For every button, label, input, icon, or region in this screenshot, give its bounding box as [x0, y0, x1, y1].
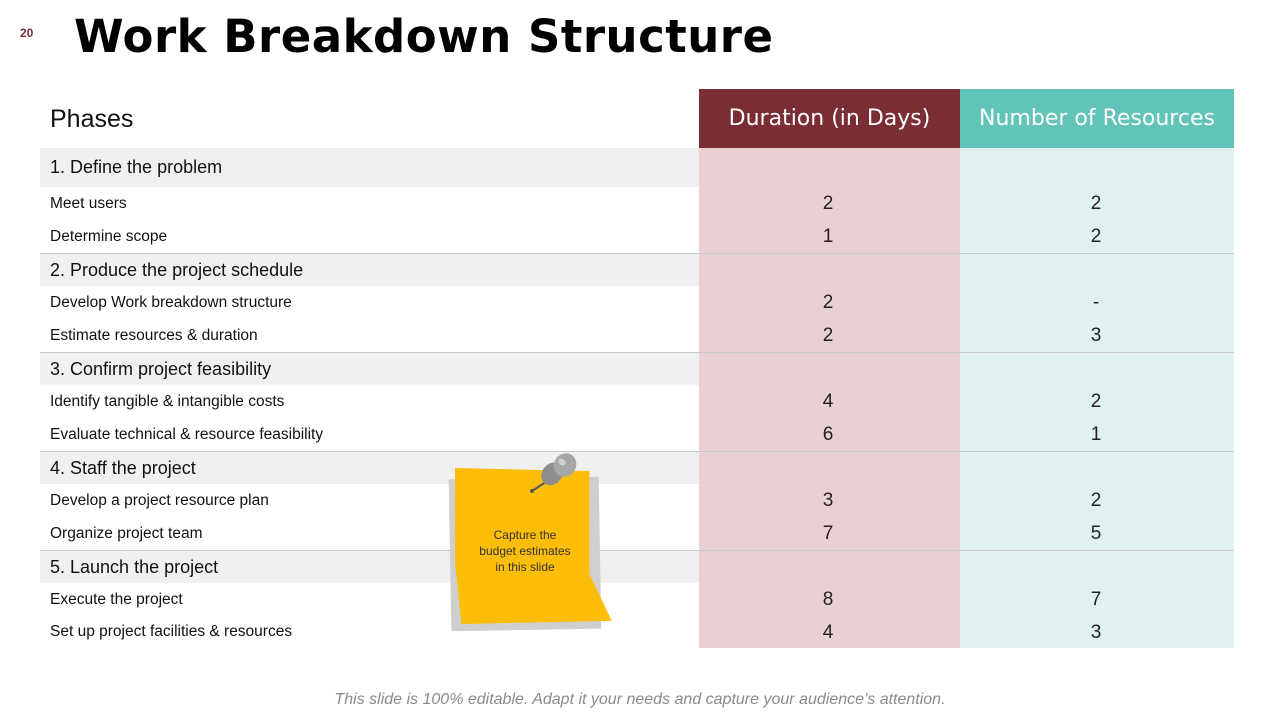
- task-label: Determine scope: [50, 228, 168, 245]
- sticky-note-line: Capture the: [493, 528, 557, 542]
- sticky-note-line: in this slide: [495, 560, 555, 574]
- task-label: Develop a project resource plan: [50, 492, 269, 509]
- duration-value: 4: [822, 622, 834, 643]
- phase-label: 5. Launch the project: [50, 557, 219, 577]
- sticky-note-text: [462, 527, 588, 575]
- task-label: Evaluate technical & resource feasibility: [50, 426, 324, 443]
- duration-value: 7: [822, 523, 834, 544]
- resources-value: 3: [1090, 622, 1102, 643]
- slide-number: 20: [20, 26, 34, 40]
- phase-label: 2. Produce the project schedule: [50, 260, 304, 280]
- resources-value: 1: [1090, 424, 1102, 445]
- duration-value: 1: [822, 226, 834, 247]
- phase-label: 3. Confirm project feasibility: [50, 359, 272, 379]
- task-label: Set up project facilities & resources: [50, 623, 293, 640]
- duration-value: 4: [822, 391, 834, 412]
- duration-header: Duration (in Days): [699, 89, 960, 148]
- task-label: Organize project team: [50, 525, 203, 542]
- task-label: Estimate resources & duration: [50, 327, 258, 344]
- resources-value: 7: [1090, 589, 1102, 610]
- slide-title: Work Breakdown Structure: [74, 10, 774, 63]
- resources-value: 2: [1090, 490, 1102, 511]
- footer-note: This slide is 100% editable. Adapt it your needs and capture your audience’s attention.: [334, 691, 946, 708]
- duration-value: 2: [822, 292, 834, 313]
- phase-label: 4. Staff the project: [50, 458, 196, 478]
- pushpin-icon: [526, 450, 582, 498]
- duration-value: 8: [822, 589, 834, 610]
- task-label: Execute the project: [50, 591, 183, 608]
- resources-value: 5: [1090, 523, 1102, 544]
- duration-value: 2: [822, 193, 834, 214]
- task-label: Identify tangible & intangible costs: [50, 393, 285, 410]
- sticky-note-line: budget estimates: [479, 544, 571, 558]
- resources-value: 2: [1090, 193, 1102, 214]
- duration-value: 3: [822, 490, 834, 511]
- resources-value: 2: [1090, 391, 1102, 412]
- phases-header: Phases: [50, 105, 134, 133]
- resources-value: -: [1092, 292, 1100, 313]
- resources-header: Number of Resources: [960, 89, 1234, 148]
- duration-value: 2: [822, 325, 834, 346]
- task-label: Meet users: [50, 195, 127, 212]
- task-label: Develop Work breakdown structure: [50, 294, 292, 311]
- resources-value: 3: [1090, 325, 1102, 346]
- phase-label: 1. Define the problem: [50, 157, 223, 177]
- duration-value: 6: [822, 424, 834, 445]
- resources-value: 2: [1090, 226, 1102, 247]
